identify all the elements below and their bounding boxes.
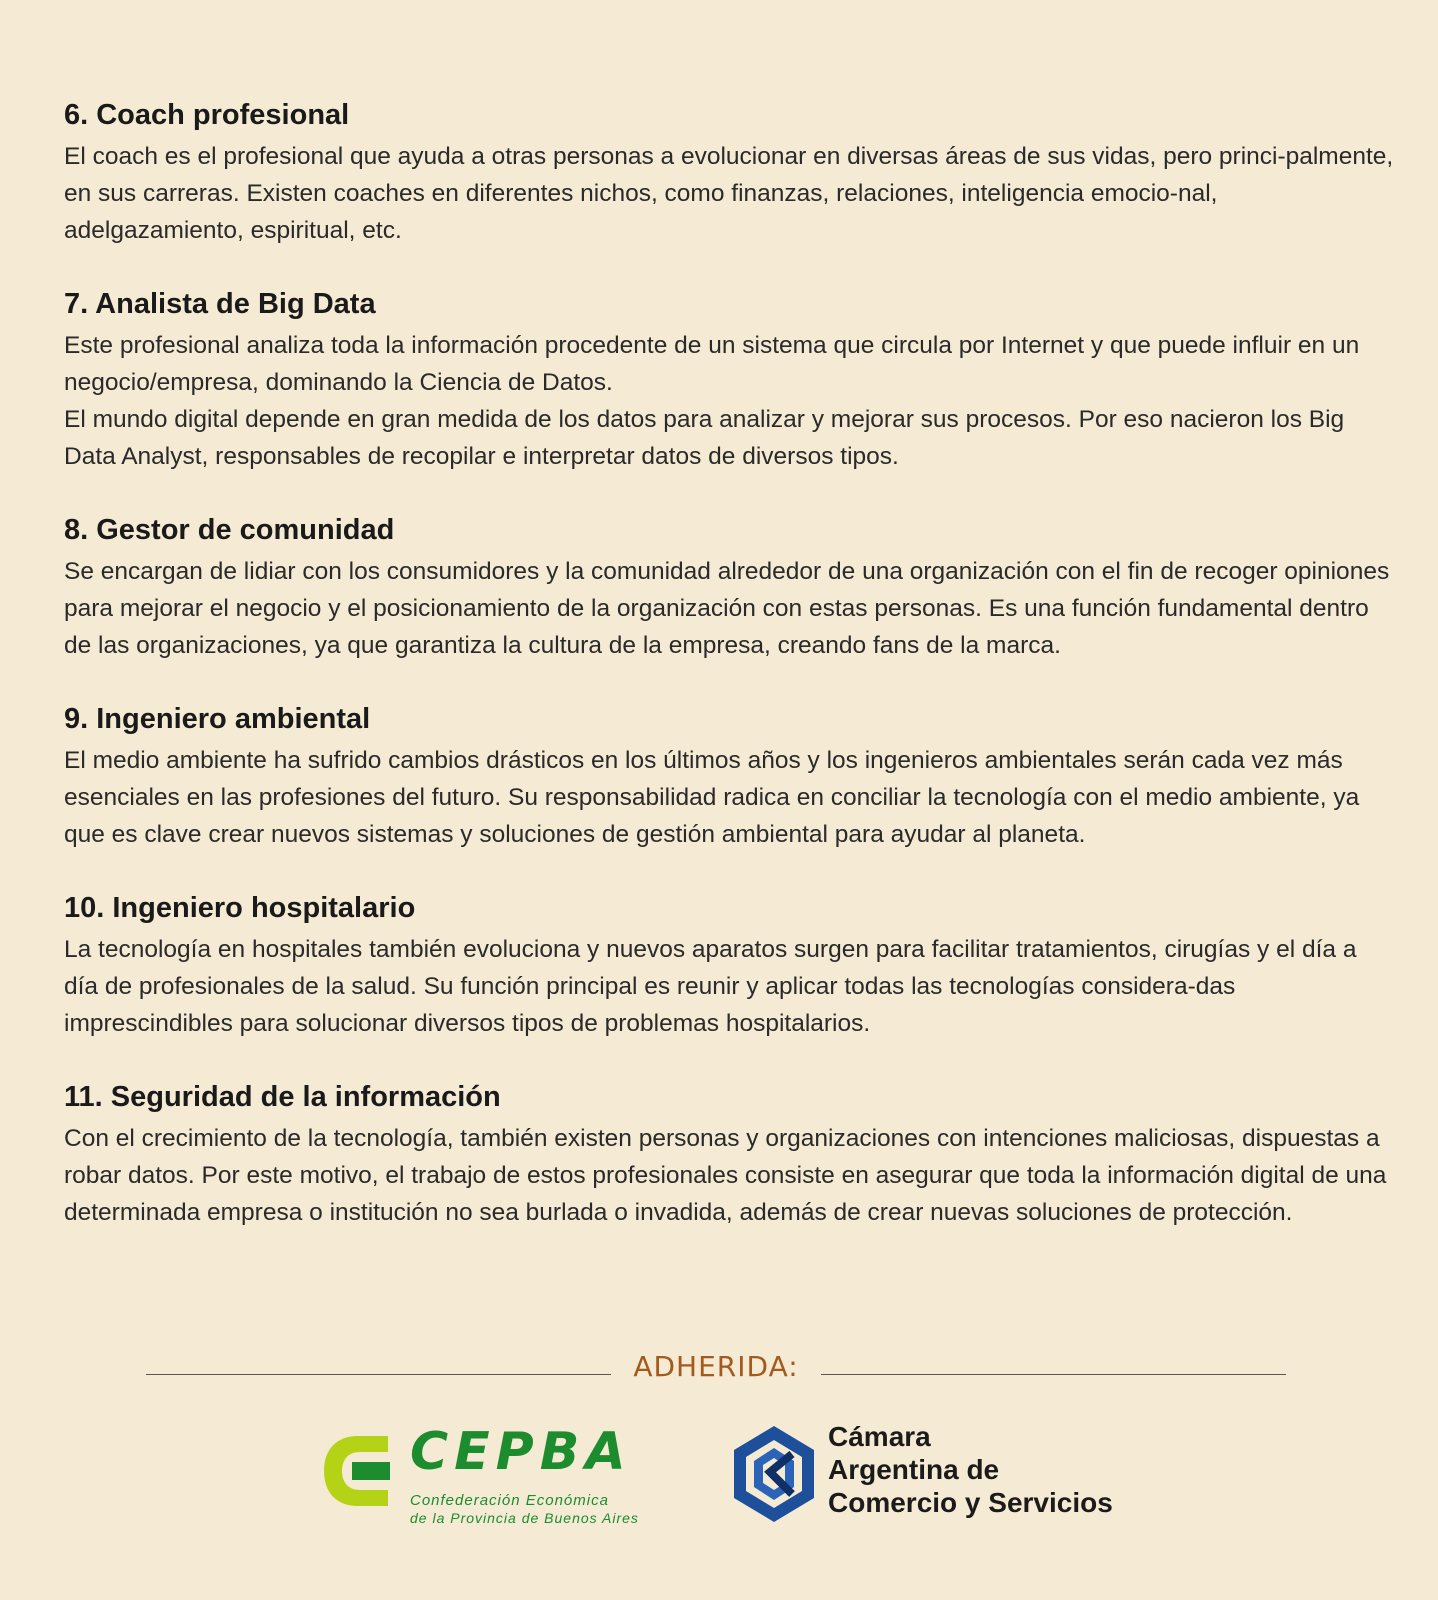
section-community — [64, 511, 1394, 664]
section-body: El coach es el profesional que ayuda a otras personas a evolucionar en diversas áreas de sus vidas, pero princi-palmente, en sus carreras. Existen coaches en diferentes nichos, como finanzas, relaciones, inteligencia emocio-nal, adelgazamiento, espiritual, etc. — [64, 143, 1394, 244]
cepba-logo — [318, 1422, 648, 1528]
section-title: 7. Analista de Big Data — [64, 288, 376, 320]
cepba-emblem-icon — [318, 1428, 398, 1514]
cepba-subtitle-line1: Confederación Económica — [410, 1492, 609, 1509]
camara-line3: Comercio y Servicios — [828, 1487, 1113, 1518]
partner-logos — [0, 1421, 1438, 1534]
section-environmental — [64, 700, 1394, 853]
section-body: Con el crecimiento de la tecnología, también existen personas y organizaciones con intenciones maliciosas, dispuestas a robar datos. Por este motivo, el trabajo de estos profesionales consiste en asegurar que toda la información digital de una determinada empresa o institución no sea burlada o invadida, además de crear nuevas soluciones de protección. — [64, 1125, 1387, 1226]
adherida-divider — [146, 1348, 1286, 1384]
cepba-name: CEPBA — [410, 1422, 632, 1482]
section-hospital — [64, 889, 1394, 1042]
section-title: 9. Ingeniero ambiental — [64, 703, 371, 735]
section-big-data — [64, 285, 1394, 475]
section-security — [64, 1078, 1394, 1231]
section-coach — [64, 96, 1394, 249]
divider-line-left — [146, 1374, 611, 1375]
camara-line2: Argentina de — [828, 1454, 1000, 1485]
section-body: Este profesional analiza toda la información procedente de un sistema que circula por Internet y que puede influir en un negocio/empresa, dominando la Ciencia de Datos. El mundo digital depende en gran medida de los datos para analizar y mejorar sus procesos. Por eso nacieron los Big Data Analyst, responsables de recopilar e interpretar datos de diversos tipos. — [64, 332, 1360, 470]
divider-line-right — [821, 1374, 1286, 1375]
section-body: La tecnología en hospitales también evoluciona y nuevos aparatos surgen para facilitar tratamientos, cirugías y el día a día de profesionales de la salud. Su función principal es reunir y aplicar todas las tecnologías considera-das imprescindibles para solucionar diversos tipos de problemas hospitalarios. — [64, 936, 1357, 1037]
section-title: 11. Seguridad de la información — [64, 1081, 501, 1113]
section-title: 6. Coach profesional — [64, 99, 350, 131]
adherida-label: ADHERIDA: — [633, 1349, 799, 1383]
section-body: El medio ambiente ha sufrido cambios drásticos en los últimos años y los ingenieros ambientales serán cada vez más esenciales en las profesiones del futuro. Su responsabilidad radica en conciliar la tecnología con el medio ambiente, ya que es clave crear nuevos sistemas y soluciones de gestión ambiental para ayudar al planeta. — [64, 747, 1360, 848]
section-title: 10. Ingeniero hospitalario — [64, 892, 416, 924]
camara-line1: Cámara — [828, 1421, 931, 1452]
section-title: 8. Gestor de comunidad — [64, 514, 395, 546]
article-content — [64, 96, 1394, 1267]
section-body: Se encargan de lidiar con los consumidores y la comunidad alrededor de una organización con el fin de recoger opiniones para mejorar el negocio y el posicionamiento de la organización con estas personas. Es una función fundamental dentro de las organizaciones, ya que garantiza la cultura de la empresa, creando fans de la marca. — [64, 558, 1390, 659]
camara-name — [828, 1420, 1113, 1519]
camara-logo — [730, 1421, 1150, 1534]
camara-hexagon-icon — [730, 1424, 818, 1524]
cepba-subtitle-line2: de la Provincia de Buenos Aires — [410, 1510, 639, 1526]
